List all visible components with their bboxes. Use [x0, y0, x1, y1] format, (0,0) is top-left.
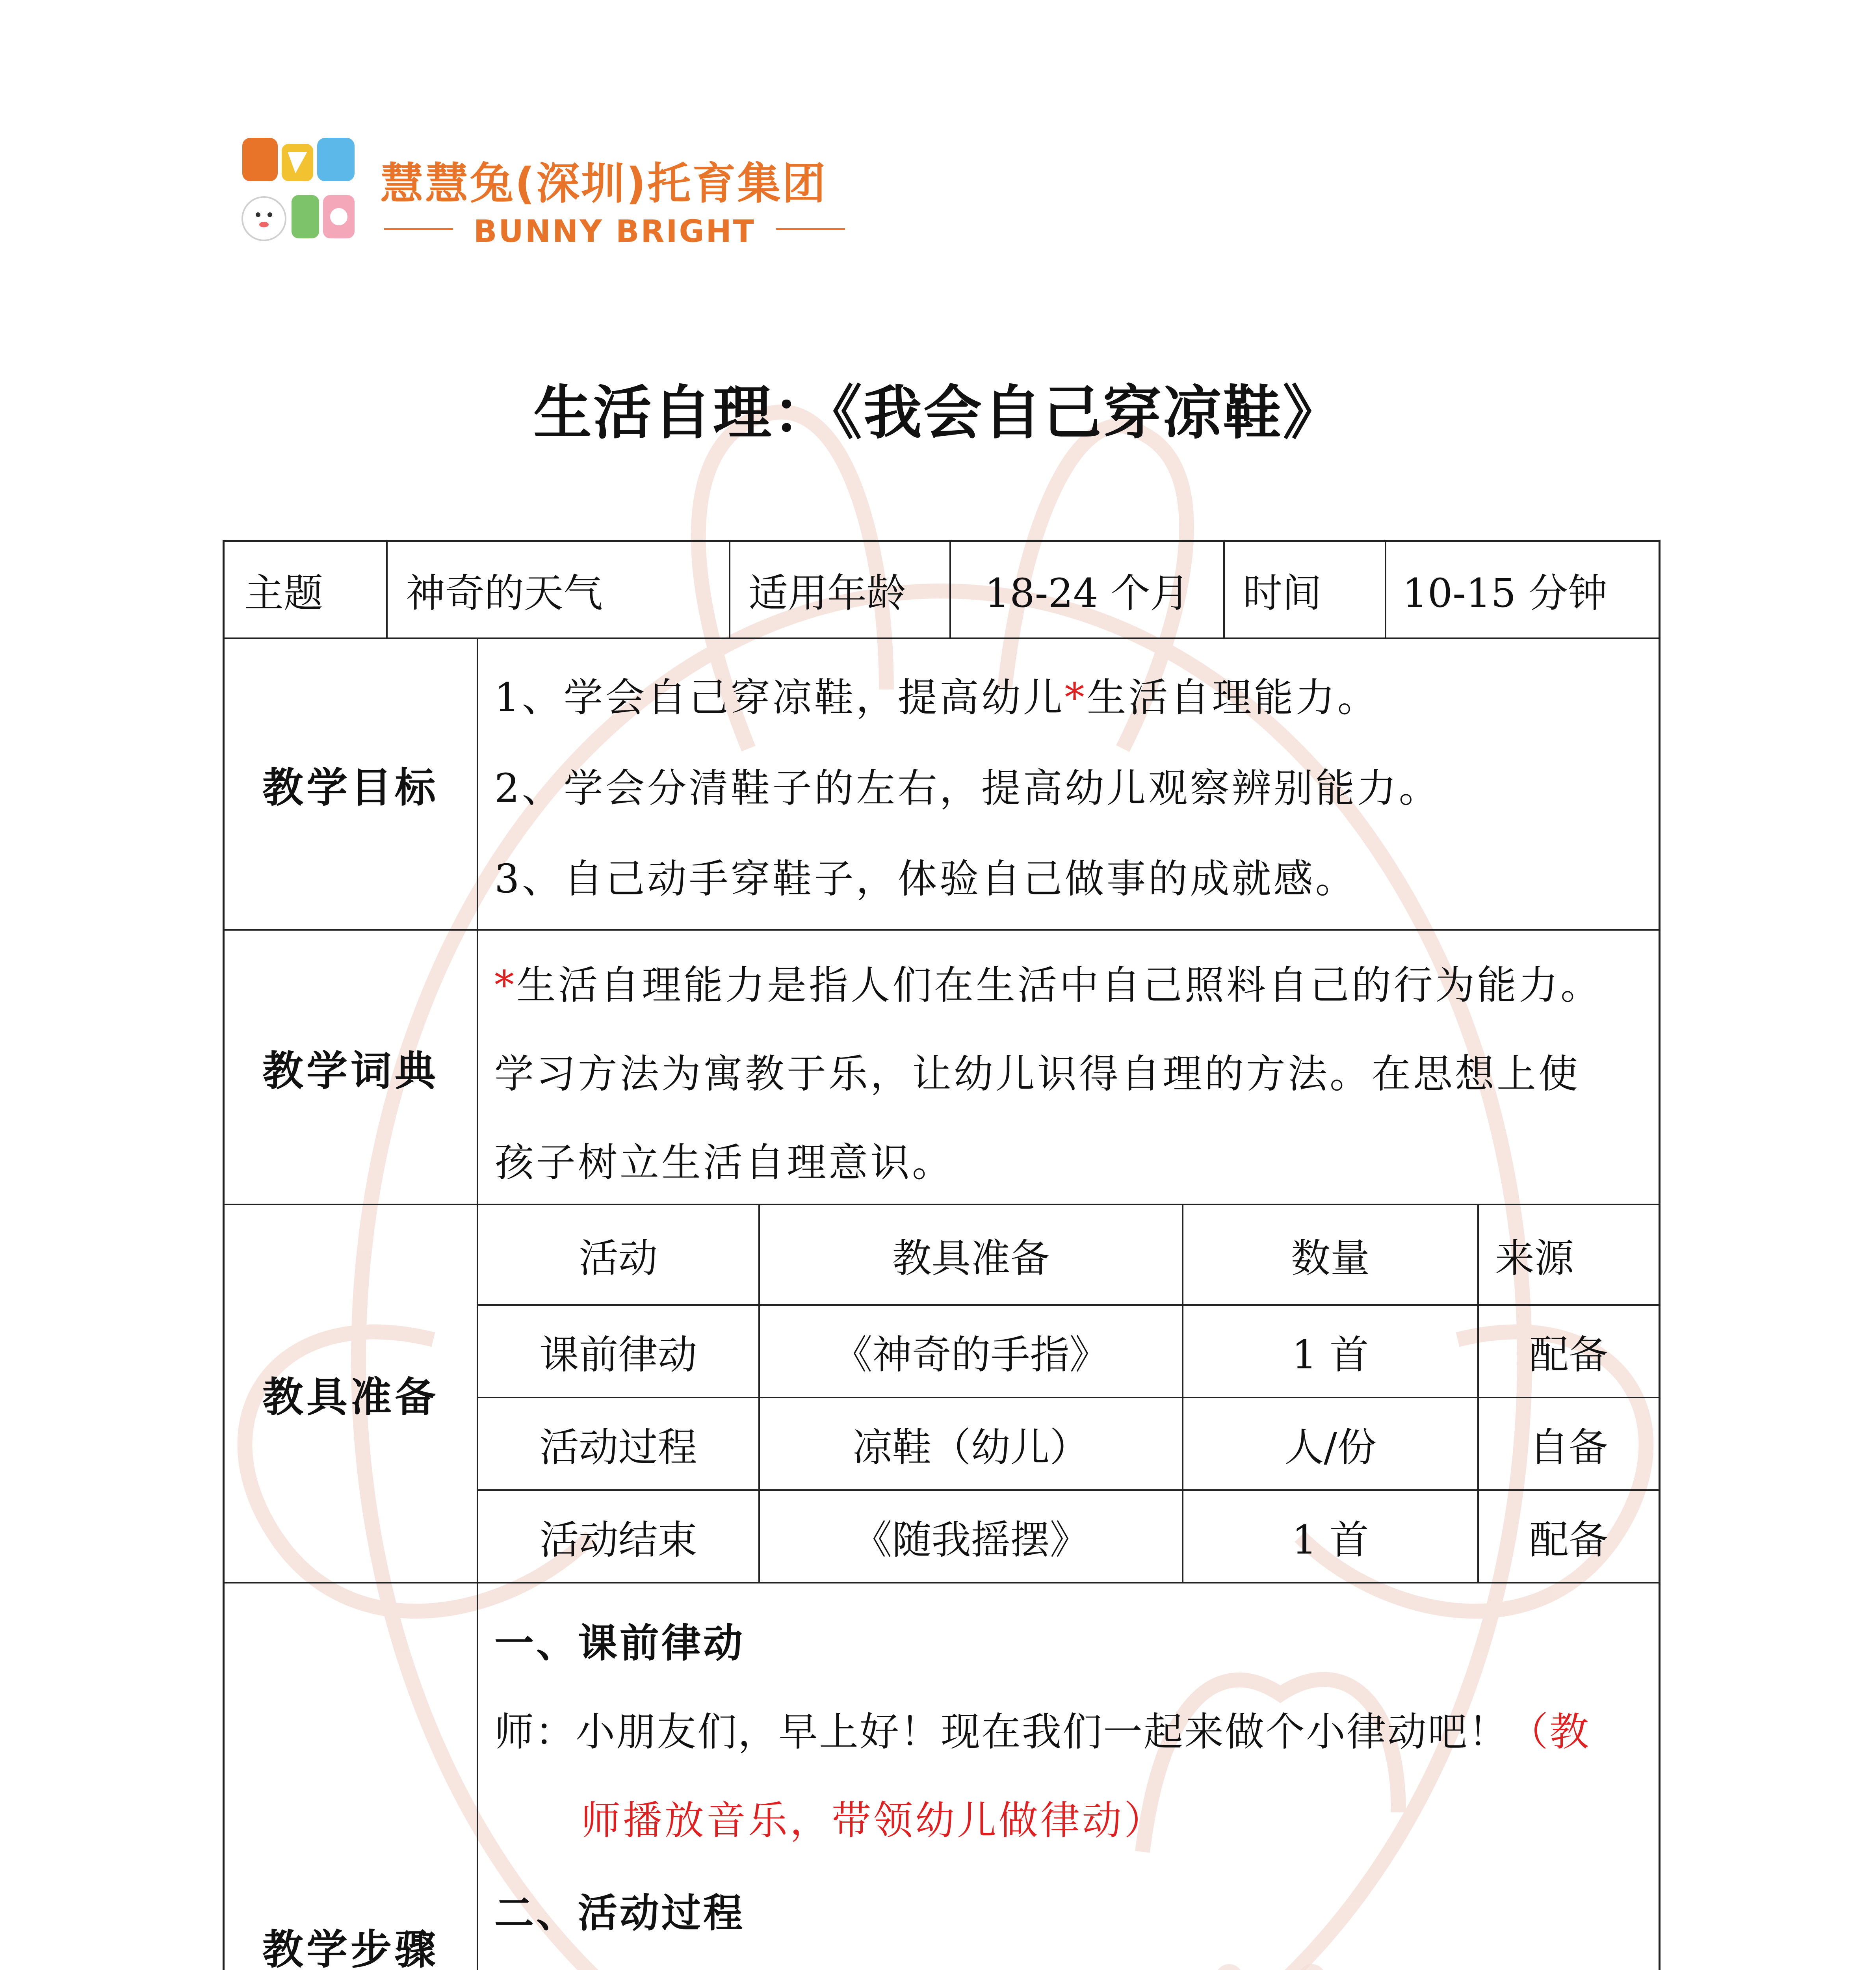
- steps-label: 教学步骤: [262, 1925, 439, 1970]
- dictionary-label: 教学词典: [262, 1046, 439, 1095]
- goals-label: 教学目标: [262, 763, 439, 812]
- lesson-plan-table: [223, 540, 1661, 1970]
- materials-label: 教具准备: [262, 1373, 439, 1421]
- age-value: 18-24 个月: [984, 570, 1190, 616]
- lesson-title: 生活自理：《我会自己穿凉鞋》: [533, 378, 1343, 447]
- step-1-line-2: 师播放音乐，带领幼儿做律动）: [581, 1797, 1166, 1844]
- brand-name-cn: 慧慧兔(深圳)托育集团: [380, 158, 827, 209]
- brand-rule-right: [776, 228, 845, 230]
- brand-name-en-row: [384, 211, 845, 249]
- footnote-mark: *: [1064, 675, 1087, 721]
- theme-label: 主题: [244, 570, 323, 616]
- bunny-bright-logo-icon: [240, 136, 358, 254]
- materials-row-1-activity: 课前律动: [539, 1331, 697, 1378]
- theme-value: 神奇的天气: [406, 570, 603, 616]
- dictionary-line-1: *生活自理能力是指人们在生活中自己照料自己的行为能力。: [494, 962, 1602, 1008]
- time-label: 时间: [1243, 570, 1322, 616]
- materials-row-2-source: 自备: [1529, 1424, 1608, 1470]
- materials-header-quantity: 数量: [1291, 1235, 1370, 1281]
- dictionary-line-2: 学习方法为寓教于乐，让幼儿识得自理的方法。在思想上使: [494, 1051, 1580, 1097]
- materials-row-3-quantity: 1 首: [1292, 1517, 1369, 1563]
- step-1-heading: 一、课前律动: [494, 1620, 745, 1666]
- goal-item-3: 3、自己动手穿鞋子，体验自己做事的成就感。: [494, 856, 1357, 902]
- materials-row-1-tools: 《神奇的手指》: [833, 1331, 1109, 1378]
- goal-item-1: 1、学会自己穿凉鞋，提高幼儿*生活自理能力。: [494, 675, 1379, 721]
- dictionary-line-3: 孩子树立生活自理意识。: [494, 1139, 954, 1186]
- materials-row-2-activity: 活动过程: [539, 1424, 697, 1470]
- materials-row-3-source: 配备: [1529, 1517, 1608, 1563]
- materials-header-tools: 教具准备: [892, 1235, 1050, 1281]
- age-label: 适用年龄: [749, 570, 906, 616]
- materials-row-2-tools: 凉鞋（幼儿）: [853, 1424, 1089, 1470]
- brand-name-en: BUNNY BRIGHT: [473, 214, 756, 249]
- materials-row-3-activity: 活动结束: [539, 1517, 697, 1563]
- time-value: 10-15 分钟: [1402, 570, 1608, 616]
- materials-header-source: 来源: [1495, 1235, 1574, 1281]
- materials-row-2-quantity: 人/份: [1284, 1424, 1376, 1470]
- materials-row-3-tools: 《随我摇摆》: [853, 1517, 1089, 1563]
- goal-item-2: 2、学会分清鞋子的左右，提高幼儿观察辨别能力。: [494, 765, 1441, 811]
- step-1-line-1: 师：小朋友们，早上好！现在我们一起来做个小律动吧！（教: [494, 1709, 1590, 1755]
- materials-row-1-quantity: 1 首: [1292, 1331, 1369, 1378]
- materials-row-1-source: 配备: [1529, 1331, 1608, 1378]
- materials-header-activity: 活动: [579, 1235, 658, 1281]
- step-2-heading: 二、活动过程: [494, 1890, 745, 1936]
